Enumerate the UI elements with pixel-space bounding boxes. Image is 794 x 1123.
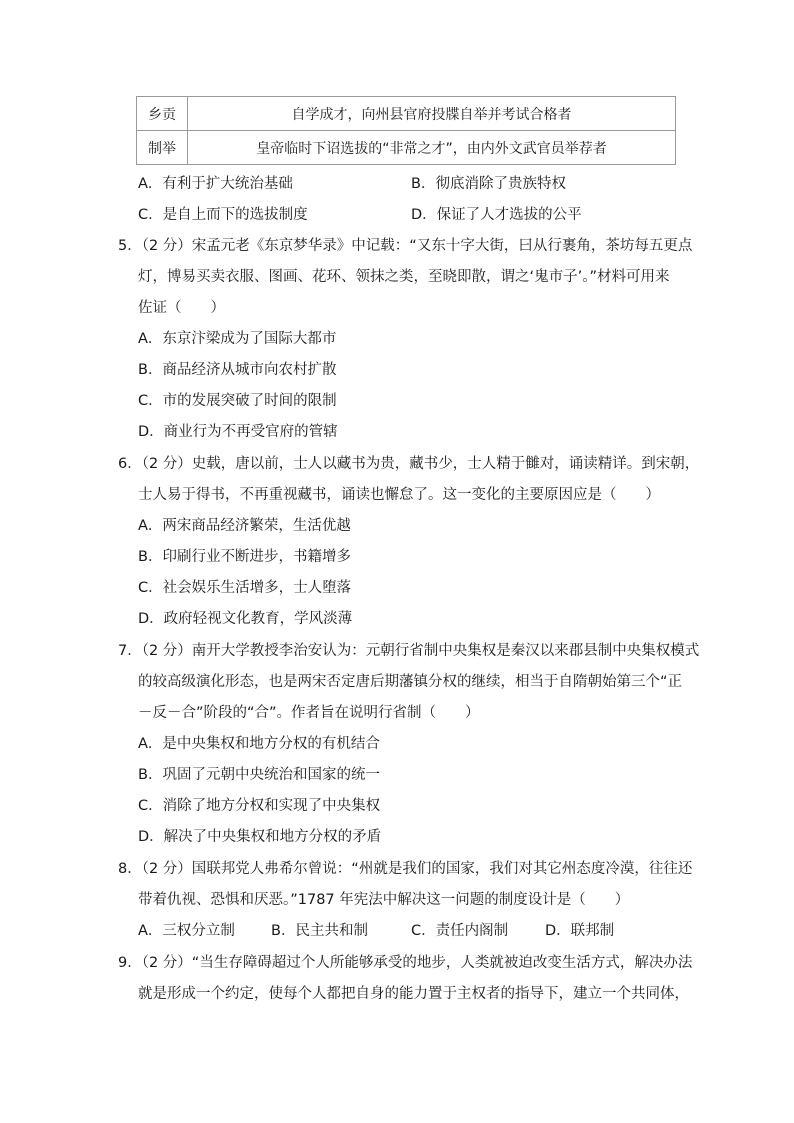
q5-stem-line: 佐证（ ） — [138, 300, 225, 316]
q8-option-b[interactable]: B．民主共和制 — [271, 923, 368, 939]
table-cell-key: 乡贡 — [137, 97, 188, 131]
q5-option-b[interactable]: B．商品经济从城市向农村扩散 — [138, 362, 337, 378]
q9-stem-line: 9．（2 分）“当生存障碍超过个人所能够承受的地步，人类就被迫改变生活方式，解决办法 — [118, 955, 693, 971]
table-cell-value: 皇帝临时下诏选拔的“非常之才”，由内外文武官员举荐者 — [188, 131, 676, 165]
q6-option-d[interactable]: D．政府轻视文化教育，学风淡薄 — [138, 611, 353, 627]
q5-option-d[interactable]: D．商业行为不再受官府的管辖 — [138, 424, 338, 440]
q8-option-a[interactable]: A．三权分立制 — [138, 923, 235, 939]
q6-stem-line: 士人易于得书，不再重视藏书，诵读也懈怠了。这一变化的主要原因应是（ ） — [138, 487, 660, 503]
q4-option-a[interactable]: A．有利于扩大统治基础 — [138, 176, 293, 192]
q7-stem-line: －反－合”阶段的“合”。作者旨在说明行省制（ ） — [138, 705, 480, 721]
q7-option-b[interactable]: B．巩固了元朝中央统治和国家的统一 — [138, 767, 380, 783]
table-cell-value: 自学成才，向州县官府投牒自举并考试合格者 — [188, 97, 676, 131]
q4-option-d[interactable]: D．保证了人才选拔的公平 — [411, 207, 582, 223]
table-row — [137, 97, 676, 131]
table-cell-key: 制举 — [137, 131, 188, 165]
q7-stem-line: 的较高级演化形态，也是两宋否定唐后期藩镇分权的继续，相当于自隋朝始第三个“正 — [138, 674, 683, 690]
q9-stem-line: 就是形成一个约定，使每个人都把自身的能力置于主权者的指导下，建立一个共同体， — [138, 986, 689, 1002]
q8-option-d[interactable]: D．联邦制 — [545, 923, 615, 939]
q4-option-b[interactable]: B．彻底消除了贵族特权 — [411, 176, 566, 192]
q8-stem-line: 8．（2 分）国联邦党人弗希尔曾说：“州就是我们的国家，我们对其它州态度冷漠，往往还 — [118, 861, 693, 877]
q7-option-a[interactable]: A．是中央集权和地方分权的有机结合 — [138, 736, 380, 752]
q7-option-c[interactable]: C．消除了地方分权和实现了中央集权 — [138, 798, 381, 814]
q5-stem-line: 5．（2 分）宋孟元老《东京梦华录》中记载：“又东十字大街，曰从行裹角，茶坊每五更点 — [118, 238, 693, 254]
table-row — [137, 131, 676, 165]
q7-stem-line: 7．（2 分）南开大学教授李治安认为：元朝行省制中央集权是秦汉以来郡县制中央集权模式 — [118, 643, 700, 659]
q5-stem-line: 灯，博易买卖衣服、图画、花环、领抹之类，至晓即散，谓之‘鬼市子’。”材料可用来 — [138, 269, 670, 285]
selection-method-table — [136, 96, 676, 165]
q6-option-a[interactable]: A．两宋商品经济繁荣，生活优越 — [138, 518, 351, 534]
q5-option-c[interactable]: C．市的发展突破了时间的限制 — [138, 393, 337, 409]
q8-stem-line: 带着仇视、恐惧和厌恶。”1787 年宪法中解决这一问题的制度设计是（ ） — [138, 892, 630, 908]
q8-option-c[interactable]: C．责任内阁制 — [411, 923, 509, 939]
q4-option-c[interactable]: C．是自上而下的选拔制度 — [138, 207, 308, 223]
q6-option-b[interactable]: B．印刷行业不断进步，书籍增多 — [138, 549, 351, 565]
q7-option-d[interactable]: D．解决了中央集权和地方分权的矛盾 — [138, 829, 382, 845]
q6-stem-line: 6．（2 分）史载，唐以前，士人以藏书为贵，藏书少，士人精于雠对，诵读精详。到宋朝， — [118, 456, 700, 472]
q5-option-a[interactable]: A．东京汴梁成为了国际大都市 — [138, 331, 337, 347]
q6-option-c[interactable]: C．社会娱乐生活增多，士人堕落 — [138, 580, 352, 596]
